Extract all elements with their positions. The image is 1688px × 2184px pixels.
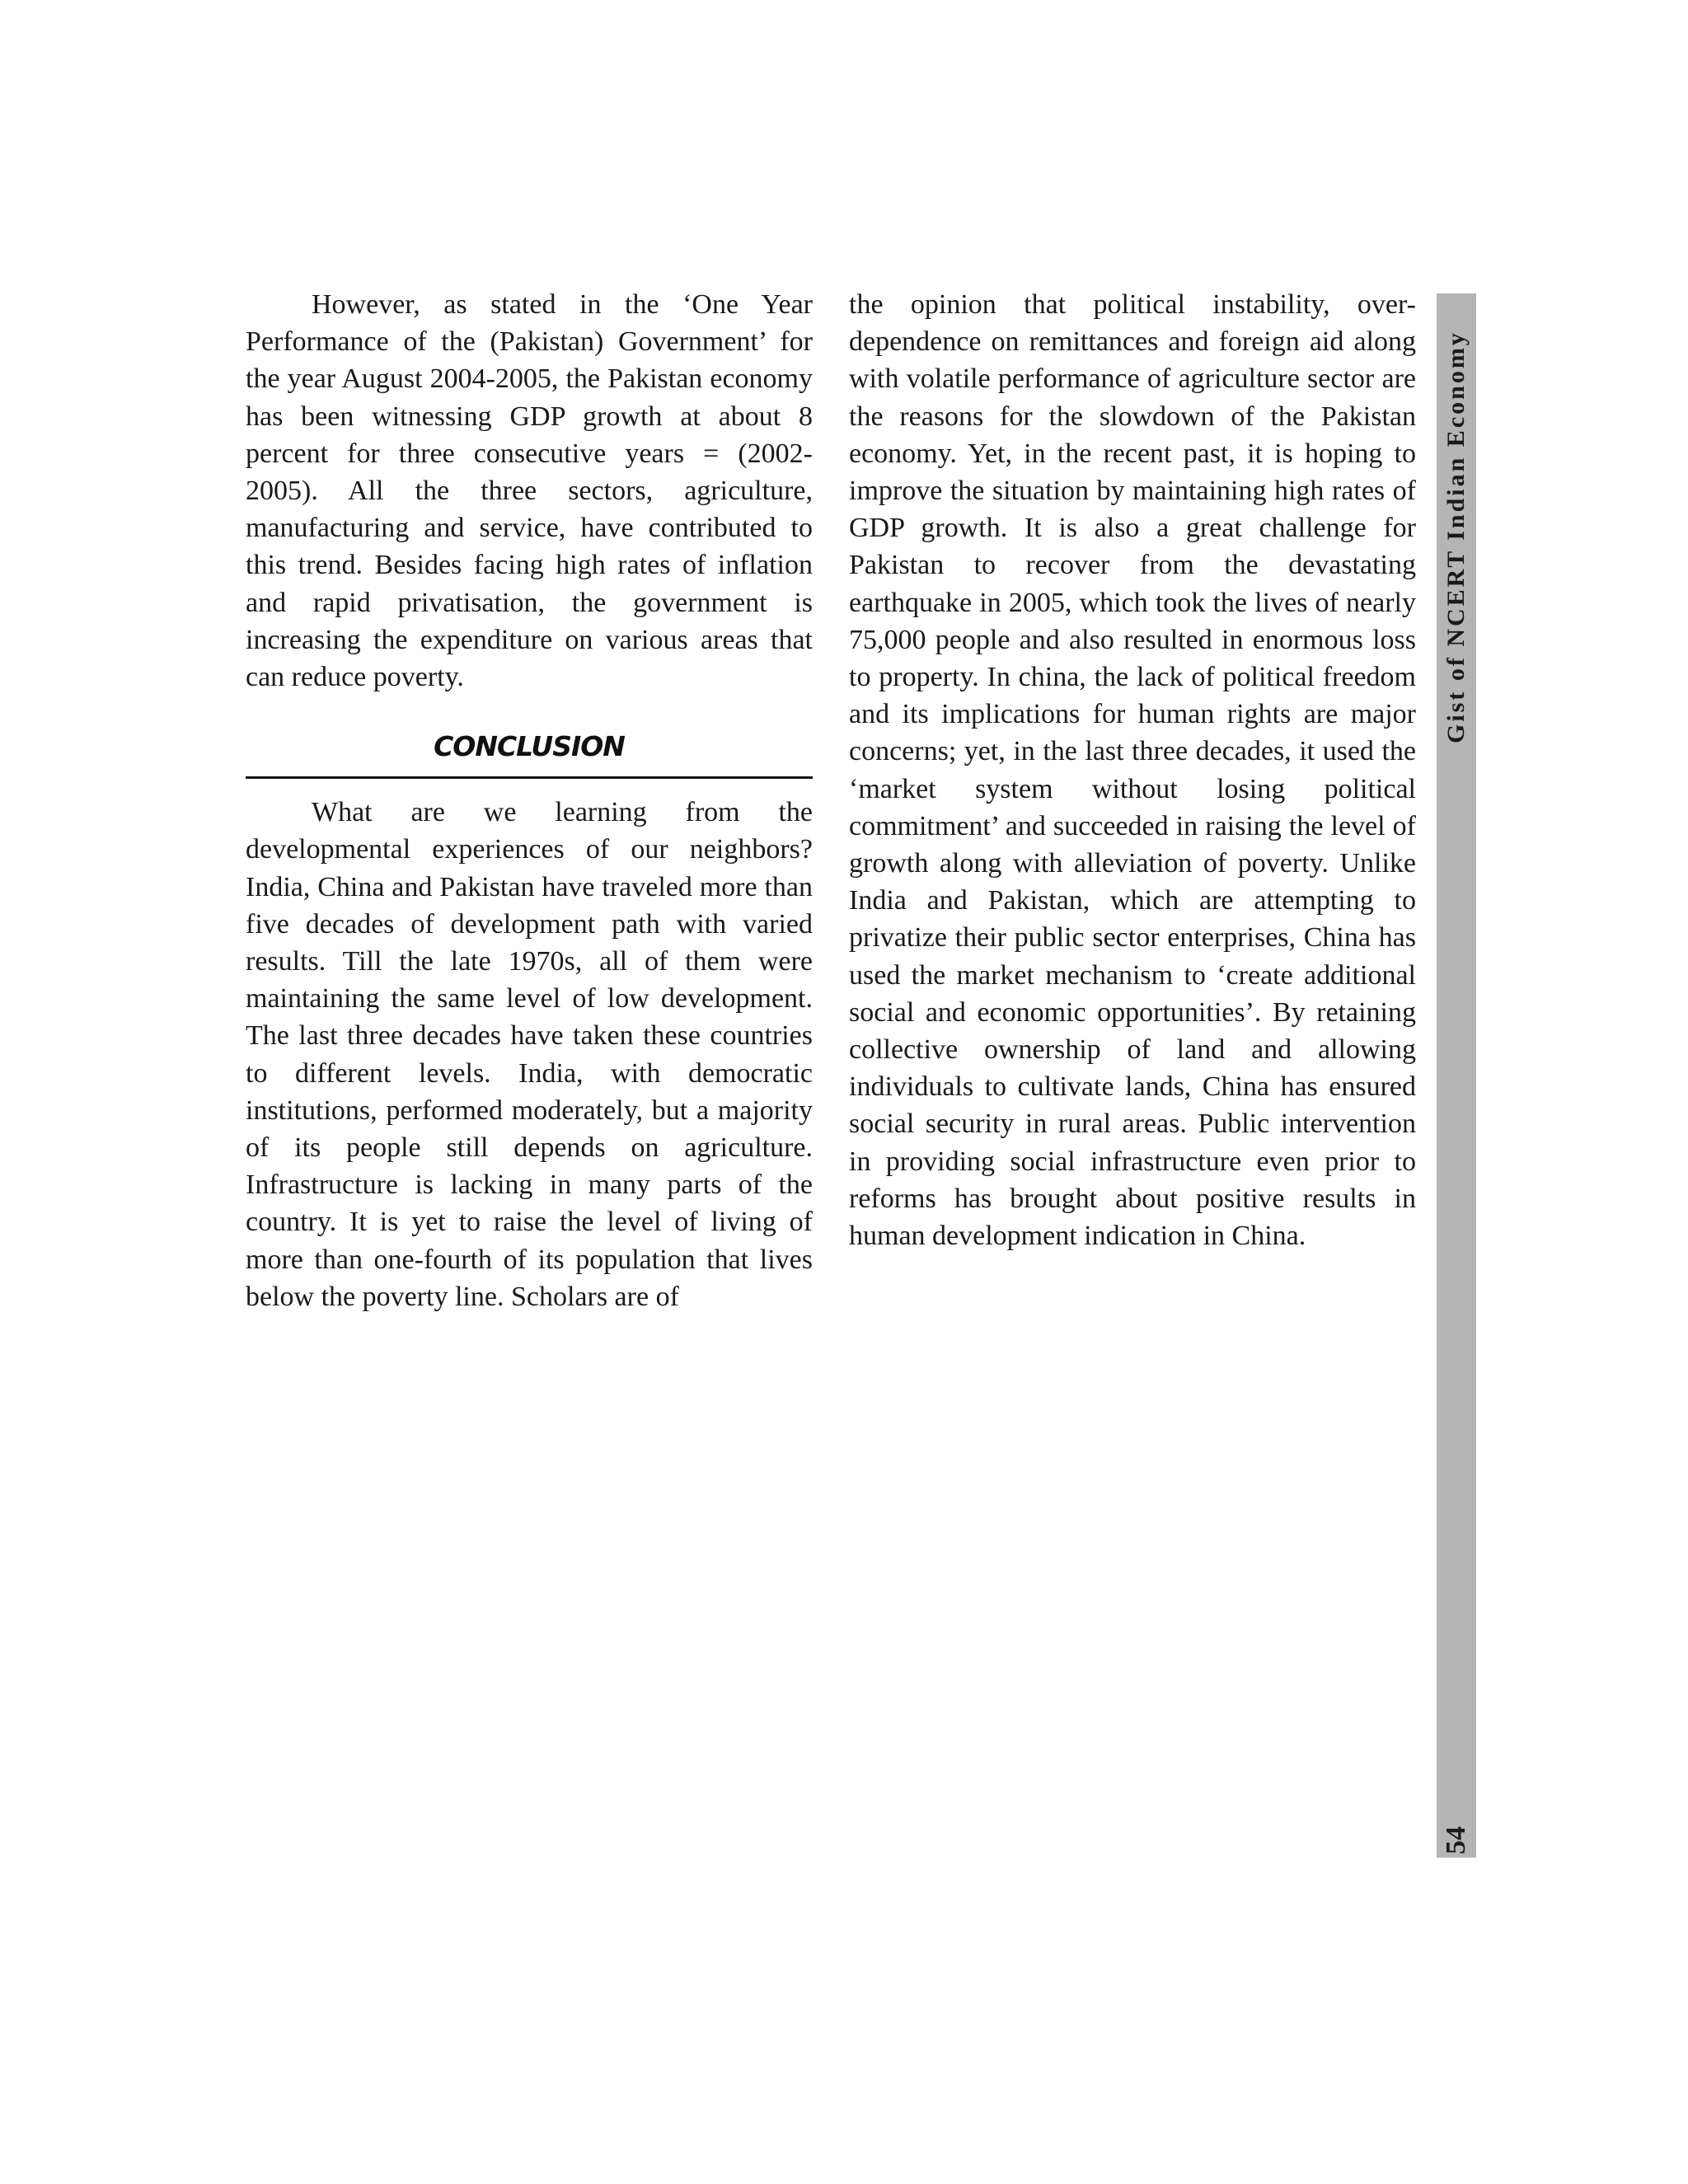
page-number: 54: [1441, 1826, 1471, 1854]
left-paragraph-1: However, as stated in the ‘One Year Performance of the (Pakistan) Government’ for the year August 2004-2005, the Pakistan economy has been witnessing GDP growth at about 8 percent for three consecutive years = (2002-2005). All the three sectors, agriculture, manufacturing and service, have contributed to this trend. Besides facing high rates of inflation and rapid privatisation, the government is increasing the expenditure on various areas that can reduce poverty.: [246, 289, 813, 693]
left-column: [246, 286, 813, 1315]
running-book-title: Gist of NCERT Indian Economy: [1442, 330, 1470, 743]
left-paragraph-2: What are we learning from the developmental experiences of our neighbors? India, China and Pakistan have traveled more than five decades of development path with varied results. Till the late 1970s, all of them were maintaining the same level of low development. The last three decades have taken these countries to different levels. India, with democratic institutions, performed moderately, but a majority of its people still depends on agriculture. Infrastructure is lacking in many parts of the country. It is yet to raise the level of living of more than one-fourth of its population that lives below the poverty line. Scholars are of: [246, 797, 813, 1312]
conclusion-heading-block: [246, 730, 813, 779]
right-column: [849, 286, 1416, 1254]
right-paragraph-1: the opinion that political instability, over-dependence on remittances and foreign aid along with volatile performance of agriculture sector are the reasons for the slowdown of the Pakistan economy. Yet, in the recent past, it is hoping to improve the situation by maintaining high rates of GDP growth. It is also a great challenge for Pakistan to recover from the devastating earthquake in 2005, which took the lives of nearly 75,000 people and also resulted in enormous loss to property. In china, the lack of political freedom and its implications for human rights are major concerns; yet, in the last three decades, it used the ‘market system without losing political commitment’ and succeeded in raising the level of growth along with alleviation of poverty. Unlike India and Pakistan, which are attempting to privatize their public sector enterprises, China has used the market mechanism to ‘create additional social and economic opportunities’. By retaining collective ownership of land and allowing individuals to cultivate lands, China has ensured social security in rural areas. Public intervention in providing social infrastructure even prior to reforms has brought about positive results in human development indication in China.: [849, 289, 1416, 1252]
section-heading: CONCLUSION: [434, 730, 625, 763]
heading-underline: [246, 776, 813, 779]
